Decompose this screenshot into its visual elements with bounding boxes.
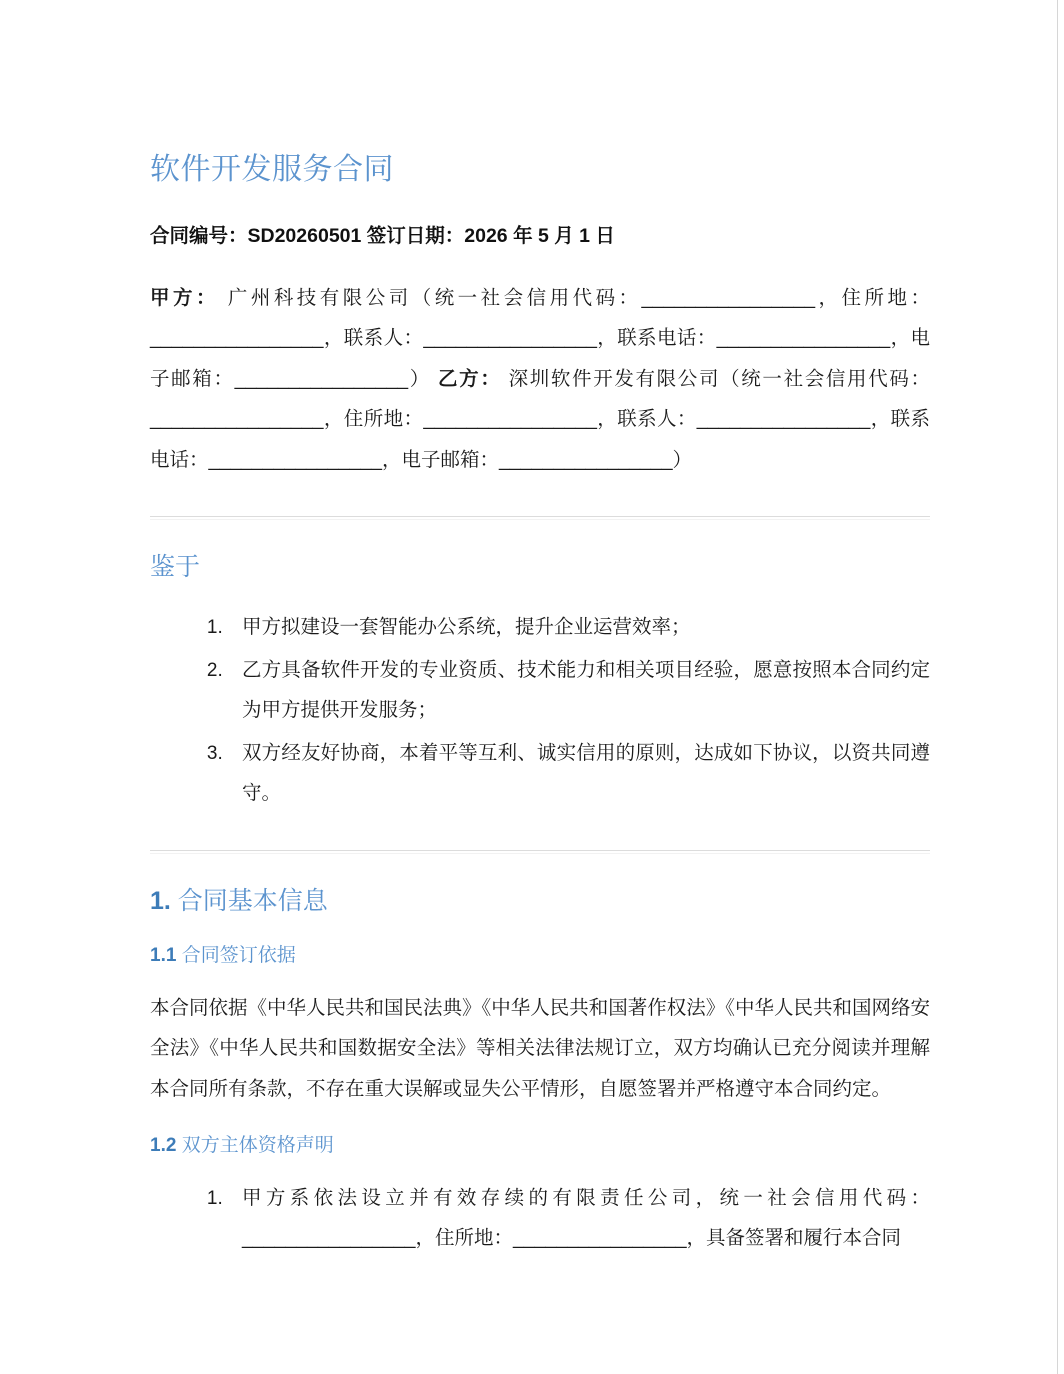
section-1-1-paragraph: 本合同依据《中华人民共和国民法典》《中华人民共和国著作权法》《中华人民共和国网络安全法》《中华人民共和国数据安全法》等相关法律法规订立，双方均确认已充分阅读并理解本合同所有条款，不存在重大误解或显失公平情形，自愿签署并严格遵守本合同约定。	[150, 996, 931, 1100]
section-1-1-number: 1.1	[150, 944, 177, 966]
contract-meta-line: 合同编号：SD20260501 签订日期：2026 年 5 月 1 日	[150, 224, 615, 247]
recitals-list	[150, 607, 930, 814]
section-1-number: 1.	[150, 886, 171, 915]
list-item: 1. 甲方拟建设一套智能办公系统，提升企业运营效率；	[228, 607, 930, 648]
section-1-1-heading	[150, 943, 930, 970]
section-1-2-number: 1.2	[150, 1135, 177, 1157]
page-title: 软件开发服务合同	[150, 153, 394, 186]
section-1-1-title: 合同签订依据	[176, 944, 296, 966]
section-1-heading	[150, 884, 930, 919]
divider-above-recitals	[150, 516, 930, 520]
parties-paragraph	[150, 278, 930, 481]
list-item: 2. 乙方具备软件开发的专业资质、技术能力和相关项目经验，愿意按照本合同约定为甲方提供开发服务；	[228, 650, 930, 731]
party-a-details: 广州科技有限公司（统一社会信用代码：________________，住所地：________________，联系人：________________，联系电话：________________，电子邮箱：________________）	[150, 286, 930, 390]
recitals-heading: 鉴于	[150, 553, 201, 582]
section-1-title: 合同基本信息	[170, 886, 328, 915]
list-item: 1. 甲方系依法设立并有效存续的有限责任公司，统一社会信用代码：________________，住所地：________________，具备签署和履行本合同	[228, 1178, 930, 1259]
section-1-2-heading	[150, 1133, 930, 1160]
section-1-2-list	[150, 1178, 930, 1259]
page-right-edge	[1057, 0, 1058, 1374]
party-a-label: 甲方：	[150, 286, 219, 309]
list-item: 3. 双方经友好协商，本着平等互利、诚实信用的原则，达成如下协议，以资共同遵守。	[228, 733, 930, 814]
party-b-label: 乙方：	[438, 367, 502, 390]
party-b-details: 深圳软件开发有限公司（统一社会信用代码：________________，住所地：________________，联系人：________________，联系电话：________________，电子邮箱：________________）	[150, 367, 931, 471]
divider-above-section-1	[150, 850, 930, 854]
section-1-2-title: 双方主体资格声明	[176, 1135, 334, 1157]
